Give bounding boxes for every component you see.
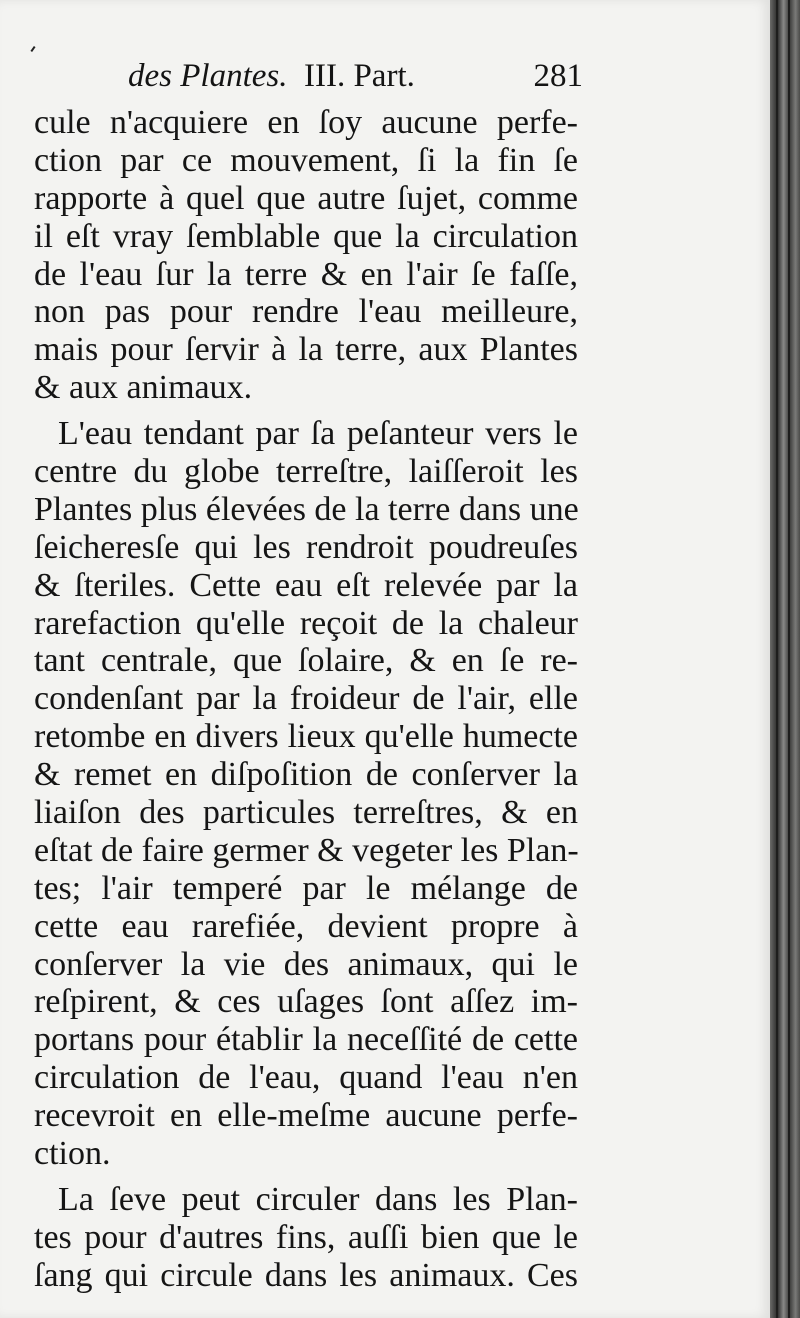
running-title-part: III. Part. bbox=[303, 58, 415, 94]
text-line: ſeicheresſe qui les rendroit poudreuſes bbox=[34, 528, 578, 566]
text-line: & ſteriles. Cette eau eſt relevée par la bbox=[34, 566, 578, 604]
text-line: circulation de l'eau, quand l'eau n'en bbox=[34, 1059, 578, 1097]
text-line: centre du globe terreſtre, laiſſeroit les bbox=[34, 453, 578, 491]
text-line: portans pour établir la neceſſité de cette bbox=[34, 1021, 578, 1059]
text-line: tes pour d'autres fins, auſſi bien que le bbox=[34, 1218, 578, 1256]
text-line: cette eau rarefiée, devient propre à bbox=[34, 907, 578, 945]
text-line: ſang qui circule dans les animaux. Ces bbox=[34, 1256, 578, 1294]
paragraph-gap bbox=[34, 407, 578, 415]
text-line: retombe en divers lieux qu'elle humecte bbox=[34, 718, 578, 756]
text-line: La ſeve peut circuler dans les Plan- bbox=[58, 1180, 578, 1218]
text-line: liaiſon des particules terreſtres, & en bbox=[34, 794, 578, 832]
text-line: ction par ce mouvement, ſi la fin ſe bbox=[34, 141, 578, 179]
page-number: 281 bbox=[533, 58, 583, 94]
ink-speck bbox=[30, 46, 35, 52]
text-line: eſtat de faire germer & vegeter les Plan- bbox=[34, 831, 579, 869]
book-spine bbox=[770, 0, 800, 1318]
text-line: L'eau tendant par ſa peſanteur vers le bbox=[58, 415, 578, 453]
paragraph-gap bbox=[34, 1173, 578, 1181]
text-line: conſerver la vie des animaux, qui le bbox=[34, 945, 578, 983]
text-line: ction. bbox=[34, 1135, 111, 1173]
running-title-italic: des Plantes. bbox=[128, 58, 288, 94]
text-line: non pas pour rendre l'eau meilleure, bbox=[34, 293, 578, 331]
text-line: recevroit en elle-meſme aucune perfe- bbox=[34, 1097, 578, 1135]
running-title bbox=[128, 58, 415, 95]
text-line: mais pour ſervir à la terre, aux Plantes bbox=[34, 331, 578, 369]
spine-edge-line bbox=[788, 0, 790, 1318]
body-text bbox=[34, 104, 578, 1295]
text-line: condenſant par la froideur de l'air, elle bbox=[34, 680, 578, 718]
text-line: de l'eau ſur la terre & en l'air ſe faſſe, bbox=[34, 255, 578, 293]
text-line: rarefaction qu'elle reçoit de la chaleur bbox=[34, 604, 578, 642]
spine-edge-line bbox=[776, 0, 778, 1318]
text-line: reſpirent, & ces uſages ſont aſſez im- bbox=[34, 983, 578, 1021]
text-line: & remet en diſpoſition de conſerver la bbox=[34, 756, 578, 794]
text-line: il eſt vray ſemblable que la circulation bbox=[34, 217, 578, 255]
text-line: cule n'acquiere en ſoy aucune perfe- bbox=[34, 104, 578, 141]
page-header bbox=[128, 58, 583, 108]
text-line: Plantes plus élevées de la terre dans une bbox=[34, 490, 579, 528]
text-line: tant centrale, que ſolaire, & en ſe re- bbox=[34, 642, 578, 680]
text-line: tes; l'air temperé par le mélange de bbox=[34, 869, 578, 907]
text-line: & aux animaux. bbox=[34, 369, 253, 407]
text-line: rapporte à quel que autre ſujet, comme bbox=[34, 179, 578, 217]
